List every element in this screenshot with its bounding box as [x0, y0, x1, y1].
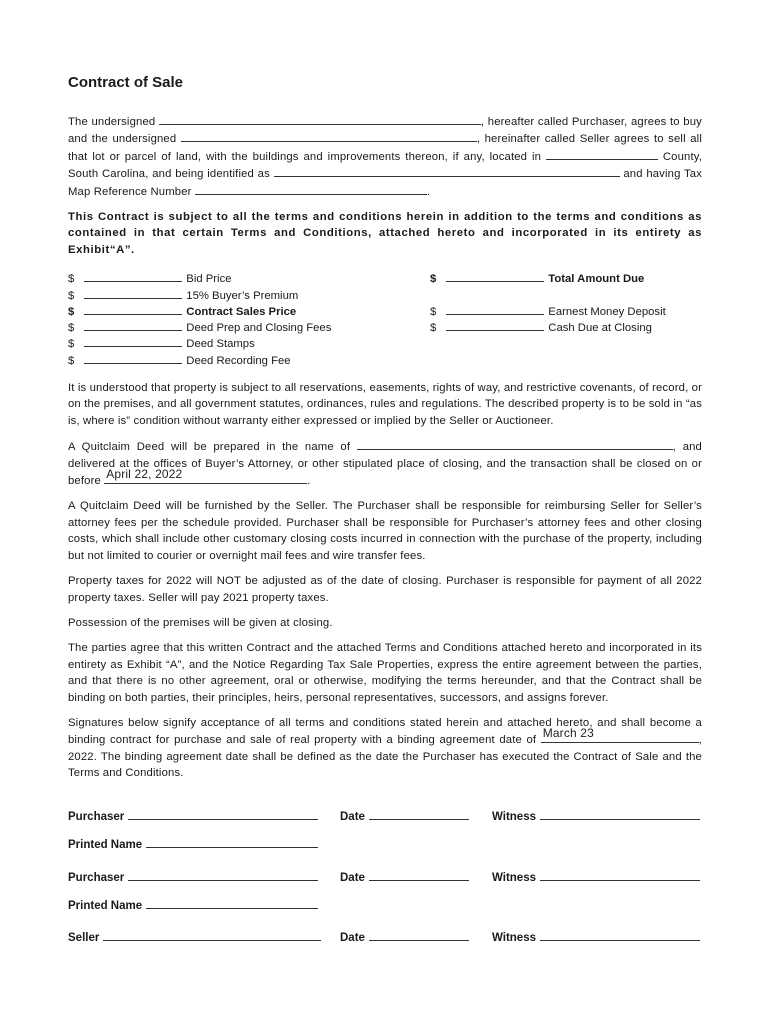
currency-symbol: $: [68, 289, 75, 302]
deed-text-b: , and delivered at the offices of Buyer’s Attorney, or other stipulated place of closing, and the transaction shall be closed on or before: [68, 441, 702, 488]
purchaser-signature-row-2: [68, 869, 702, 884]
intro-text-5: and having Tax Map Reference Number: [68, 168, 703, 198]
signatures-paragraph: [68, 715, 702, 782]
fee-row-contract-price: [68, 303, 331, 319]
intro-text-3: , hereinafter called Seller agrees to sell all that lot or parcel of land, with the buildings and improvements thereon, if any, located in: [68, 133, 702, 163]
contract-price-label: Contract Sales Price: [186, 305, 297, 318]
purchaser-name-field[interactable]: [159, 113, 481, 125]
purchaser-label: Purchaser: [68, 872, 125, 884]
witness-field-1[interactable]: [540, 808, 700, 820]
premium-field[interactable]: [84, 287, 182, 299]
currency-symbol: $: [68, 338, 75, 351]
deed-text-c: .: [307, 475, 311, 488]
fees-right-column: [430, 270, 702, 368]
date-label: Date: [340, 811, 365, 823]
cash-row: [430, 319, 702, 335]
witness-field-3[interactable]: [540, 929, 700, 941]
deed-text-a: A Quitclaim Deed will be prepared in the name of: [68, 441, 351, 454]
agreement-date-value: March 23: [542, 726, 594, 741]
intro-text-2: , hereafter called Purchaser, agrees to buy and the undersigned: [68, 116, 702, 146]
intro-text-4: County, South Carolina, and being identified as: [68, 150, 703, 181]
fee-row-bid-price: [68, 270, 331, 286]
total-due-row: [430, 270, 702, 286]
recording-fee-label: Deed Recording Fee: [186, 354, 291, 367]
date-field-1[interactable]: [369, 808, 469, 820]
earnest-row: [430, 303, 702, 319]
parties-paragraph: The parties agree that this written Contract and the attached Terms and Conditions attached hereto and incorporated in its entirety as Exhibit “A”, and the Notice Regarding Tax Sale Properties, express the entire agreement between the parties, and that there is no other agreement, oral or otherwise, modifying the terms hereunder, and that the Contract shall be binding on both parties, their principles, heirs, personal representatives, successors, and assigns forever.: [68, 642, 702, 704]
date-field-2[interactable]: [369, 869, 469, 881]
earnest-label: Earnest Money Deposit: [548, 305, 666, 318]
intro-text-1: The undersigned: [68, 116, 156, 128]
seller-label: Seller: [68, 932, 100, 944]
intro-paragraph: [68, 113, 702, 200]
reservations-paragraph: It is understood that property is subject to all reservations, easements, rights of way, and restrictive covenants, of record, or on the premises, and all government statutes, ordinances, rules and regulations. The described property is to be sold in “as is, where is” condition without warranty either expressed or implied by the Seller or Auctioneer.: [68, 382, 702, 427]
deed-stamps-field[interactable]: [84, 335, 182, 347]
contract-price-field[interactable]: [84, 303, 182, 315]
printed-name-row-2: [68, 897, 702, 912]
currency-symbol: $: [430, 305, 437, 318]
fees-left-column: [68, 270, 331, 368]
printed-name-field-1[interactable]: [146, 836, 318, 848]
deed-prep-paragraph: [68, 438, 702, 489]
fee-row-premium: [68, 287, 331, 303]
printed-name-label: Printed Name: [68, 900, 143, 912]
currency-symbol: $: [68, 305, 75, 318]
premium-label: 15% Buyer’s Premium: [186, 289, 299, 302]
fee-row-deed-stamps: [68, 335, 331, 351]
deed-name-field[interactable]: [357, 438, 673, 450]
witness-label: Witness: [492, 811, 536, 823]
purchaser-signature-row-1: [68, 808, 702, 823]
property-id-field[interactable]: [274, 165, 620, 177]
witness-label: Witness: [492, 932, 536, 944]
seller-signature-row: [68, 929, 702, 944]
bid-price-label: Bid Price: [186, 273, 232, 286]
total-due-field[interactable]: [446, 270, 544, 282]
fee-row-deed-prep: [68, 319, 331, 335]
purchaser-label: Purchaser: [68, 811, 125, 823]
date-label: Date: [340, 932, 365, 944]
agreement-date-field[interactable]: [541, 726, 699, 743]
taxes-paragraph: Property taxes for 2022 will NOT be adjusted as of the date of closing. Purchaser is responsible for payment of all 2022 property taxes. Seller will pay 2021 property taxes.: [68, 575, 702, 604]
county-field[interactable]: [546, 148, 658, 160]
seller-signature-field[interactable]: [103, 929, 321, 941]
bid-price-field[interactable]: [84, 270, 182, 282]
date-field-3[interactable]: [369, 929, 469, 941]
cash-label: Cash Due at Closing: [548, 322, 652, 335]
tax-map-field[interactable]: [195, 183, 427, 195]
closing-date-value: April 22, 2022: [106, 467, 183, 482]
printed-name-label: Printed Name: [68, 839, 143, 851]
witness-label: Witness: [492, 872, 536, 884]
purchaser-signature-field-2[interactable]: [128, 869, 318, 881]
printed-name-row-1: [68, 836, 702, 851]
recording-fee-field[interactable]: [84, 352, 182, 364]
deed-prep-label: Deed Prep and Closing Fees: [186, 322, 332, 335]
currency-symbol: $: [68, 322, 75, 335]
possession-paragraph: Possession of the premises will be given at closing.: [68, 616, 333, 629]
terms-notice: This Contract is subject to all the terms and conditions herein in addition to the terms and conditions as contained in that certain Terms and Conditions, attached hereto and incorporated in its entirety as Exhibit“A”.: [68, 211, 702, 256]
currency-symbol: $: [430, 322, 437, 335]
signatures-text-a: Signatures below signify acceptance of all terms and conditions stated herein and attached hereto, and shall become a binding contract for purchase and sale of real property with a binding agreement date of: [68, 716, 702, 747]
document-title: Contract of Sale: [68, 74, 184, 91]
earnest-field[interactable]: [446, 303, 544, 315]
fees-table: [68, 270, 702, 368]
fee-row-recording: [68, 352, 331, 368]
seller-name-field[interactable]: [181, 130, 477, 142]
witness-field-2[interactable]: [540, 869, 700, 881]
printed-name-field-2[interactable]: [146, 897, 318, 909]
currency-symbol: $: [68, 354, 75, 367]
deed-stamps-label: Deed Stamps: [186, 338, 255, 351]
total-due-label: Total Amount Due: [548, 273, 645, 286]
currency-symbol: $: [430, 273, 437, 286]
cash-field[interactable]: [446, 319, 544, 331]
deed-prep-field[interactable]: [84, 319, 182, 331]
closing-date-field[interactable]: [104, 467, 307, 484]
purchaser-signature-field-1[interactable]: [128, 808, 318, 820]
signatures-text-b: , 2022. The binding agreement date shall be defined as the date the Purchaser has executed the Contract of Sale and the Terms and Conditions.: [68, 734, 702, 780]
currency-symbol: $: [68, 273, 75, 286]
date-label: Date: [340, 872, 365, 884]
deed-furnish-paragraph: A Quitclaim Deed will be furnished by the Seller. The Purchaser shall be responsible for reimbursing Seller for Seller’s attorney fees per the schedule provided. Purchaser shall be responsible for Purchaser’s attorney fees and other closing costs, which shall include other customary closing costs incurred in connection with the purchase of the property, including but not limited to courier or overnight mail fees and wire transfer fees.: [68, 500, 702, 562]
intro-text-6: .: [426, 185, 431, 198]
